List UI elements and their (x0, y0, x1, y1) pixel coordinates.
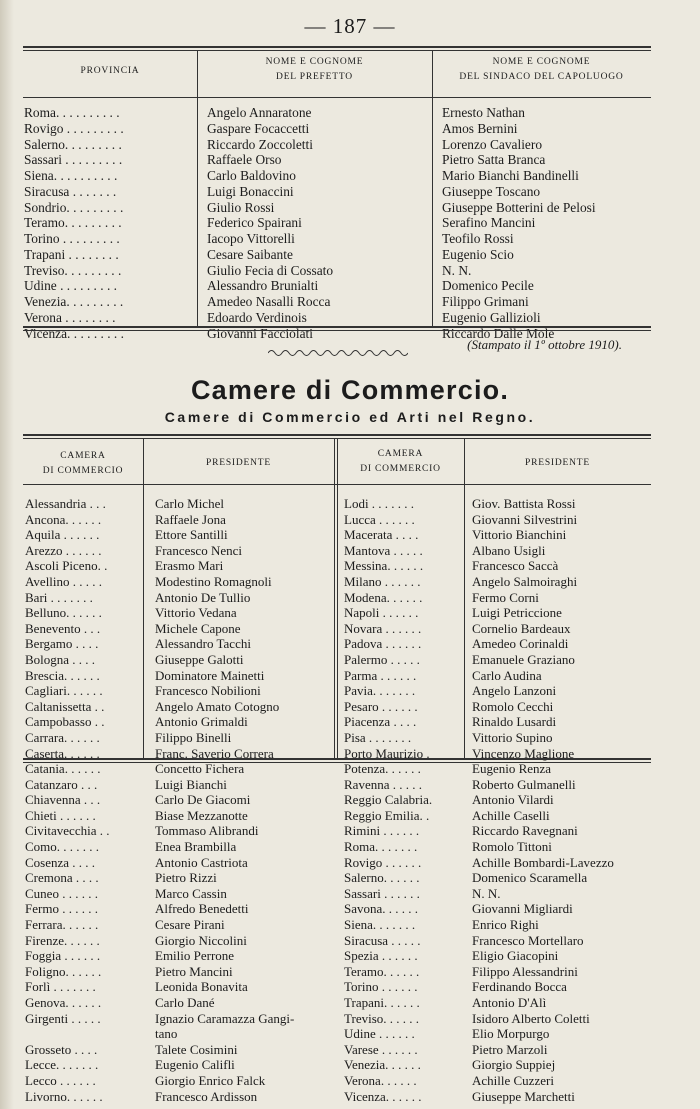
place-cell: Lucca . . . . . . (344, 511, 415, 527)
name-cell: Eligio Giacopini (472, 948, 559, 964)
place-cell: Savona. . . . . . (344, 901, 419, 917)
place-cell: Padova . . . . . . (344, 636, 422, 652)
name-cell: Alessandro Brunialti (207, 278, 319, 294)
table2-right-col-camera (344, 496, 463, 1104)
name-cell: Achille Cuzzeri (472, 1072, 554, 1088)
place-cell: Bari . . . . . . . (25, 589, 93, 605)
header-camera-right (337, 447, 464, 477)
place-cell: Vicenza. . . . . . . . . (24, 325, 124, 341)
table2-right-col-presidente (472, 496, 652, 1104)
place-cell: Como. . . . . . . (25, 839, 100, 855)
place-cell: Treviso. . . . . . . . . (24, 262, 122, 278)
name-cell: Achille Caselli (472, 807, 550, 823)
place-cell: Carrara. . . . . . (25, 729, 100, 745)
place-cell: Caserta. . . . . . (25, 745, 100, 761)
name-cell: Roberto Gulmanelli (472, 776, 576, 792)
name-cell: Romolo Cecchi (472, 698, 554, 714)
place-cell: Brescia. . . . . . (25, 667, 100, 683)
name-cell: Lorenzo Cavaliero (442, 136, 543, 152)
name-cell: Vittorio Vedana (155, 605, 237, 621)
place-cell: Palermo . . . . . (344, 651, 420, 667)
table2-divider-3 (464, 438, 465, 758)
page-number: — 187 — (304, 14, 396, 38)
name-cell: Riccardo Zoccoletti (207, 136, 313, 152)
place-cell: Mantova . . . . . (344, 542, 423, 558)
name-cell: Federico Spairani (207, 215, 302, 231)
place-cell: Trapani. . . . . . (344, 995, 420, 1010)
name-cell: Giuseppe Galotti (155, 651, 244, 667)
name-cell: Carlo Dané (155, 995, 215, 1010)
name-cell: Marco Cassin (155, 885, 227, 901)
name-cell: Fermo Corni (472, 589, 539, 605)
header-camera-right-line2: DI COMMERCIO (360, 464, 441, 474)
name-cell: Giorgio Niccolini (155, 932, 247, 948)
name-cell: Angelo Lanzoni (472, 683, 557, 699)
name-cell: Giovanni Migliardi (472, 901, 573, 917)
name-cell: Giuseppe Botterini de Pelosi (442, 199, 596, 215)
table2-left-col-presidente (155, 496, 333, 1104)
name-cell: Carlo De Giacomi (155, 792, 251, 808)
name-cell: Modestino Romagnoli (155, 573, 272, 589)
place-cell: Udine . . . . . . (344, 1026, 415, 1042)
table1-col-prefetto (207, 105, 429, 341)
place-cell: Reggio Emilia. . (344, 807, 430, 823)
place-cell: Forlì . . . . . . . (25, 979, 96, 995)
name-cell: Francesco Mortellaro (472, 932, 584, 948)
place-cell: Sassari . . . . . . (344, 885, 420, 901)
table2-divider-1 (143, 438, 144, 758)
name-cell: Tommaso Alibrandi (155, 823, 259, 839)
name-cell: Ernesto Nathan (442, 105, 525, 120)
table1-top-rule (23, 46, 651, 51)
place-cell: Napoli . . . . . . (344, 605, 419, 621)
name-cell: N. N. (472, 885, 501, 901)
name-cell: Ettore Santilli (155, 527, 228, 543)
place-cell: Parma . . . . . . (344, 667, 417, 683)
name-cell: Pietro Rizzi (155, 870, 217, 886)
section-subtitle: Camere di Commercio ed Arti nel Regno. (164, 409, 536, 425)
name-cell: Cesare Saibante (207, 246, 293, 262)
name-cell: Giov. Battista Rossi (472, 496, 576, 511)
table2-divider-2b (337, 438, 338, 758)
name-cell: Biase Mezzanotte (155, 807, 248, 823)
place-cell: Porto Maurizio . (344, 745, 430, 761)
table2-bottom-rule (23, 758, 651, 763)
name-cell: Amos Bernini (442, 120, 518, 136)
name-cell: tano (155, 1026, 178, 1042)
place-cell: Trapani . . . . . . . . (24, 246, 119, 262)
name-cell: Antonio Grimaldi (155, 714, 248, 730)
name-cell: Albano Usigli (472, 542, 546, 558)
place-cell: Arezzo . . . . . . (25, 542, 102, 558)
name-cell: Enrico Righi (472, 917, 539, 933)
name-cell: Filippo Binelli (155, 729, 232, 745)
place-cell: Cremona . . . . (25, 870, 99, 886)
place-cell: Rovigo . . . . . . . . . (24, 120, 124, 136)
name-cell: Francesco Ardisson (155, 1088, 258, 1104)
place-cell: Verona. . . . . . (344, 1072, 417, 1088)
place-cell: Lodi . . . . . . . (344, 496, 415, 511)
table1-bottom-rule (23, 326, 651, 331)
place-cell: Macerata . . . . (344, 527, 419, 543)
place-cell: Salerno. . . . . . (344, 870, 420, 886)
name-cell: Eugenio Scio (442, 246, 514, 262)
place-cell: Alessandria . . . (25, 496, 106, 511)
place-cell: Aquila . . . . . . (25, 527, 100, 543)
place-cell: Modena. . . . . . (344, 589, 423, 605)
name-cell: Isidoro Alberto Coletti (472, 1010, 590, 1026)
place-cell: Teramo. . . . . . (344, 963, 420, 979)
name-cell: Serafino Mancini (442, 215, 536, 231)
place-cell: Livorno. . . . . . (25, 1088, 103, 1104)
place-cell: Roma. . . . . . . . . . (24, 105, 120, 120)
table1-divider-1 (197, 50, 198, 326)
place-cell: Genova. . . . . . (25, 995, 102, 1010)
name-cell: Filippo Alessandrini (472, 963, 578, 979)
place-cell: Verona . . . . . . . . (24, 309, 116, 325)
place-cell: Girgenti . . . . . (25, 1010, 101, 1026)
name-cell: Edoardo Verdinois (207, 309, 307, 325)
name-cell: Francesco Saccà (472, 558, 559, 574)
name-cell: Angelo Salmoiraghi (472, 573, 578, 589)
header-prefetto (197, 55, 432, 85)
place-cell: Lecco . . . . . . (25, 1072, 96, 1088)
name-cell: Iacopo Vittorelli (207, 231, 295, 246)
name-cell: Rinaldo Lusardi (472, 714, 557, 730)
place-cell: Roma. . . . . . . (344, 839, 418, 855)
place-cell: Benevento . . . (25, 620, 101, 636)
place-cell: Torino . . . . . . . . . (24, 231, 120, 246)
table1-col-sindaco (442, 105, 652, 341)
name-cell: Achille Bombardi-Lavezzo (472, 854, 614, 870)
table2-divider-2 (334, 438, 335, 758)
place-cell: Treviso. . . . . . (344, 1010, 420, 1026)
name-cell: Ignazio Caramazza Gangi- (155, 1010, 295, 1026)
place-cell: Cuneo . . . . . . (25, 885, 98, 901)
name-cell: Amedeo Nasalli Rocca (207, 294, 331, 309)
name-cell: Raffaele Jona (155, 511, 226, 527)
printed-date-note: (Stampato il 1º ottobre 1910). (467, 337, 622, 352)
name-cell: Riccardo Dalle Mole (442, 325, 555, 341)
name-cell: Luigi Bianchi (155, 776, 227, 792)
wavy-ornament (268, 348, 408, 358)
name-cell: Giovanni Facciolati (207, 325, 313, 341)
place-cell: Ascoli Piceno. . (25, 558, 108, 574)
place-cell: Firenze. . . . . . (25, 932, 100, 948)
place-cell: Milano . . . . . . (344, 573, 421, 589)
place-cell: Piacenza . . . . (344, 714, 417, 730)
name-cell: Amedeo Corinaldi (472, 636, 569, 652)
place-cell: Siracusa . . . . . (344, 932, 421, 948)
place-cell: Campobasso . . (25, 714, 105, 730)
name-cell: Pietro Mancini (155, 963, 233, 979)
name-cell: Giorgio Suppiej (472, 1057, 556, 1073)
name-cell: Vittorio Supino (472, 729, 553, 745)
table2-left-col-camera (25, 496, 142, 1104)
place-cell: Lecce. . . . . . . (25, 1057, 99, 1073)
place-cell: Salerno. . . . . . . . . (24, 136, 122, 152)
header-sindaco-line2: DEL SINDACO DEL CAPOLUOGO (459, 72, 624, 82)
place-cell: Teramo. . . . . . . . . (24, 215, 122, 231)
name-cell: Angelo Annaratone (207, 105, 312, 120)
place-cell: Rimini . . . . . . (344, 823, 420, 839)
place-cell: Vicenza. . . . . . (344, 1088, 422, 1104)
header-sindaco-line1: NOME E COGNOME (492, 57, 591, 67)
place-cell: Siena. . . . . . . . . . (24, 168, 118, 183)
name-cell: Erasmo Mari (155, 558, 224, 574)
name-cell: Francesco Nobilioni (155, 683, 261, 699)
table1-divider-2 (432, 50, 433, 326)
place-cell: Chiavenna . . . (25, 792, 101, 808)
place-cell: Sassari . . . . . . . . . (24, 152, 123, 168)
place-cell: Pavia. . . . . . . (344, 683, 416, 699)
place-cell: Grosseto . . . . (25, 1041, 98, 1057)
name-cell: Enea Brambilla (155, 839, 237, 855)
place-cell: Rovigo . . . . . . (344, 854, 422, 870)
place-cell: Foligno. . . . . . (25, 963, 102, 979)
name-cell: Carlo Audina (472, 667, 542, 683)
header-camera-right-line1: CAMERA (377, 449, 424, 459)
place-cell: Bologna . . . . (25, 651, 96, 667)
header-presidente-right: PRESIDENTE (525, 458, 590, 468)
name-cell: Pietro Marzoli (472, 1041, 548, 1057)
place-cell: Bergamo . . . . (25, 636, 99, 652)
place-cell: Ferrara. . . . . . (25, 917, 99, 933)
place-cell: Udine . . . . . . . . . (24, 278, 117, 294)
name-cell: Riccardo Ravegnani (472, 823, 578, 839)
name-cell: Pietro Satta Branca (442, 152, 546, 168)
name-cell: Antonio Castriota (155, 854, 248, 870)
place-cell: Civitavecchia . . (25, 823, 110, 839)
name-cell: Antonio Vilardi (472, 792, 554, 808)
name-cell: N. N. (442, 262, 472, 278)
name-cell: Giulio Fecia di Cossato (207, 262, 334, 278)
name-cell: Giuseppe Marchetti (472, 1088, 575, 1104)
name-cell: Elio Morpurgo (472, 1026, 550, 1042)
name-cell: Emanuele Graziano (472, 651, 575, 667)
place-cell: Novara . . . . . . (344, 620, 422, 636)
name-cell: Eugenio Califli (155, 1057, 235, 1073)
name-cell: Dominatore Mainetti (155, 667, 265, 683)
name-cell: Carlo Michel (155, 496, 224, 511)
name-cell: Mario Bianchi Bandinelli (442, 168, 579, 183)
place-cell: Pisa . . . . . . . (344, 729, 412, 745)
header-prefetto-line1: NOME E COGNOME (265, 57, 364, 67)
name-cell: Alessandro Tacchi (155, 636, 251, 652)
place-cell: Venezia. . . . . . (344, 1057, 421, 1073)
place-cell: Torino . . . . . . (344, 979, 418, 995)
place-cell: Potenza. . . . . . (344, 761, 421, 777)
place-cell: Siracusa . . . . . . . (24, 183, 117, 199)
name-cell: Giovanni Silvestrini (472, 511, 578, 527)
place-cell: Spezia . . . . . . (344, 948, 418, 964)
place-cell: Varese . . . . . . (344, 1041, 418, 1057)
name-cell: Domenico Pecile (442, 278, 534, 294)
header-sindaco (432, 55, 651, 85)
place-cell: Caltanissetta . . (25, 698, 105, 714)
place-cell: Catania. . . . . . (25, 761, 101, 777)
table1-header-rule (23, 97, 651, 98)
name-cell: Francesco Nenci (155, 542, 242, 558)
name-cell: Giulio Rossi (207, 199, 275, 215)
name-cell: Eugenio Gallizioli (442, 309, 541, 325)
place-cell: Pesaro . . . . . . (344, 698, 418, 714)
header-camera-left-line1: CAMERA (60, 451, 106, 461)
name-cell: Ferdinando Bocca (472, 979, 567, 995)
name-cell: Filippo Grimani (442, 294, 529, 309)
name-cell: Giuseppe Toscano (442, 183, 541, 199)
place-cell: Siena. . . . . . . (344, 917, 416, 933)
name-cell: Luigi Petriccione (472, 605, 562, 621)
place-cell: Ancona. . . . . . (25, 511, 102, 527)
page-edge-shadow (0, 0, 14, 1109)
name-cell: Antonio De Tullio (155, 589, 251, 605)
name-cell: Teofilo Rossi (442, 231, 514, 246)
place-cell: Belluno. . . . . . (25, 605, 102, 621)
header-camera-left (23, 449, 143, 479)
place-cell: Venezia. . . . . . . . . (24, 294, 124, 309)
name-cell: Angelo Amato Cotogno (155, 698, 280, 714)
table1-col-provincia (24, 105, 196, 341)
name-cell: Michele Capone (155, 620, 241, 636)
place-cell: Fermo . . . . . . (25, 901, 98, 917)
name-cell: Vincenzo Maglione (472, 745, 575, 761)
name-cell: Eugenio Renza (472, 761, 552, 777)
place-cell: Sondrio. . . . . . . . . (24, 199, 124, 215)
header-presidente-left: PRESIDENTE (206, 458, 271, 468)
name-cell: Vittorio Bianchini (472, 527, 567, 543)
name-cell: Raffaele Orso (207, 152, 282, 168)
name-cell: Cornelio Bardeaux (472, 620, 571, 636)
name-cell: Domenico Scaramella (472, 870, 588, 886)
name-cell: Gaspare Focaccetti (207, 120, 310, 136)
place-cell: Foggia . . . . . . (25, 948, 101, 964)
place-cell: Chieti . . . . . . (25, 807, 96, 823)
header-camera-left-line2: DI COMMERCIO (42, 466, 124, 476)
name-cell: Carlo Baldovino (207, 168, 296, 183)
place-cell: Catanzaro . . . (25, 776, 98, 792)
place-cell: Avellino . . . . . (25, 573, 103, 589)
section-title: Camere di Commercio. (190, 375, 510, 405)
name-cell: Luigi Bonaccini (207, 183, 294, 199)
place-cell: Ravenna . . . . . (344, 776, 422, 792)
name-cell: Talete Cosimini (155, 1041, 238, 1057)
name-cell: Cesare Pirani (155, 917, 225, 933)
header-provincia: PROVINCIA (80, 66, 140, 76)
name-cell: Antonio D'Alì (472, 995, 547, 1010)
place-cell: Messina. . . . . . (344, 558, 424, 574)
name-cell: Leonida Bonavita (155, 979, 248, 995)
place-cell: Reggio Calabria. (344, 792, 433, 808)
name-cell: Franc. Saverio Correra (155, 745, 274, 761)
place-cell (25, 1026, 142, 1042)
name-cell: Romolo Tittoni (472, 839, 552, 855)
header-prefetto-line2: DEL PREFETTO (276, 72, 353, 82)
name-cell: Giorgio Enrico Falck (155, 1072, 266, 1088)
name-cell: Alfredo Benedetti (155, 901, 249, 917)
name-cell: Emilio Perrone (155, 948, 235, 964)
place-cell: Cagliari. . . . . . (25, 683, 103, 699)
name-cell: Concetto Fichera (155, 761, 245, 777)
place-cell: Cosenza . . . . (25, 854, 96, 870)
